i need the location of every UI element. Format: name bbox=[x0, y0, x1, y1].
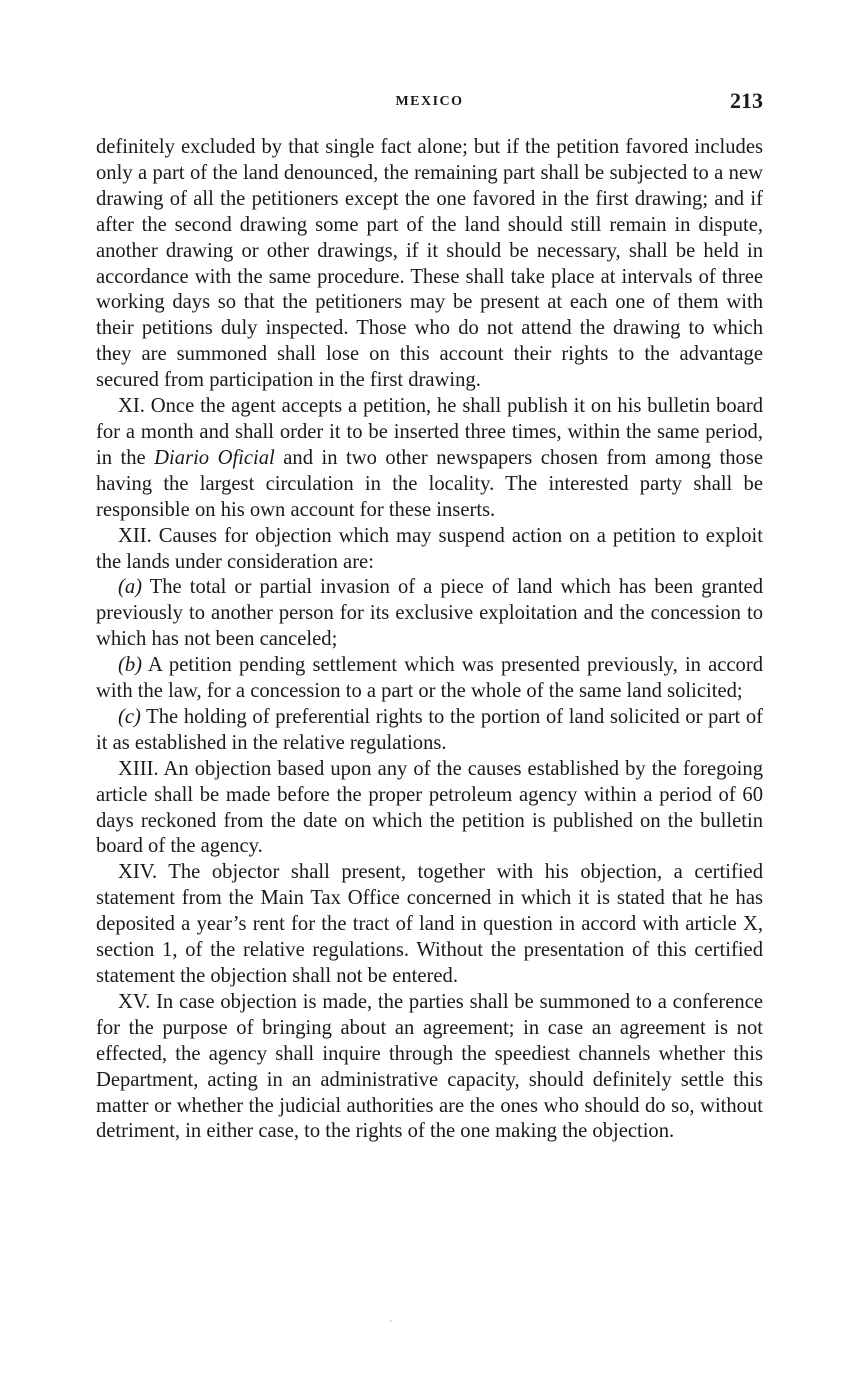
article-xi-text-end: and in two other newspapers chosen from among those having the largest circulation in the locality. The interested party shall be responsible on his own account for these inserts. bbox=[96, 446, 763, 521]
list-item-a bbox=[96, 575, 763, 653]
paragraph-article-xiv: XIV. The objector shall present, together with his objection, a certified statement from the Main Tax Office concerned in which it is stated that he has deposited a year’s rent for the tract of land in question in accord with article X, section 1, of the relative regulations. Without the presentation of this certified statement the objection shall not be entered. bbox=[96, 861, 763, 987]
list-item-b bbox=[96, 653, 763, 705]
list-item-c bbox=[96, 705, 763, 757]
item-a-letter: (a) bbox=[118, 576, 143, 599]
running-head bbox=[96, 86, 763, 120]
diario-oficial-title: Diario Oficial bbox=[154, 446, 275, 469]
body-text bbox=[96, 135, 763, 1145]
book-page bbox=[96, 86, 763, 1145]
paper-speck bbox=[390, 1320, 392, 1322]
article-xi-text-start: XI. Once the agent accepts a petition, he shall publish it on his bulletin board for a month and shall order it to be inserted three times, within the same period, in the bbox=[96, 395, 763, 469]
item-b-letter: (b) bbox=[118, 654, 143, 677]
item-c-text: The holding of preferential rights to the portion of land solicited or part of it as established in the relative regulations. bbox=[96, 705, 763, 754]
paragraph-article-xv: XV. In case objection is made, the parties shall be summoned to a conference for the purpose of bringing about an agreement; in case an agreement is not effected, the agency shall inquire through the speediest channels whether this Department, acting in an administrative capacity, should definitely settle this matter or whether the judicial authorities are the ones who should do so, without detriment, in either case, to the rights of the one making the objection. bbox=[96, 990, 763, 1143]
paragraph-article-xiii: XIII. An objection based upon any of the causes established by the foregoing article shall be made before the proper petroleum agency within a period of 60 days reckoned from the date on which the petition is published on the bulletin board of the agency. bbox=[96, 757, 763, 858]
running-title: MEXICO bbox=[395, 94, 464, 109]
item-b-text: A petition pending settlement which was presented previously, in accord with the law, for a concession to a part or the whole of the same land solicited; bbox=[96, 654, 763, 703]
item-c-letter: (c) bbox=[118, 705, 141, 728]
paragraph-article-xii: XII. Causes for objection which may suspend action on a petition to exploit the lands under consideration are: bbox=[96, 524, 763, 573]
item-a-text: The total or partial invasion of a piece of land which has been granted previously to another person for its exclusive exploitation and the concession to which has not been canceled; bbox=[96, 576, 763, 651]
paragraph-continuation: definitely excluded by that single fact alone; but if the petition favored includes only a part of the land denounced, the remaining part shall be subjected to a new drawing of all the petitioners except the one favored in the first drawing; and if after the second drawing some part of the land should still remain in dispute, another drawing or other drawings, if it should be necessary, shall be held in accordance with the same procedure. These shall take place at intervals of three working days so that the petitioners may be present at each one of them with their petitions duly inspected. Those who do not attend the drawing to which they are summoned shall lose on this account their rights to the advantage secured from participation in the first drawing. bbox=[96, 136, 763, 392]
page-number: 213 bbox=[730, 88, 763, 113]
paragraph-article-xi bbox=[96, 394, 763, 524]
